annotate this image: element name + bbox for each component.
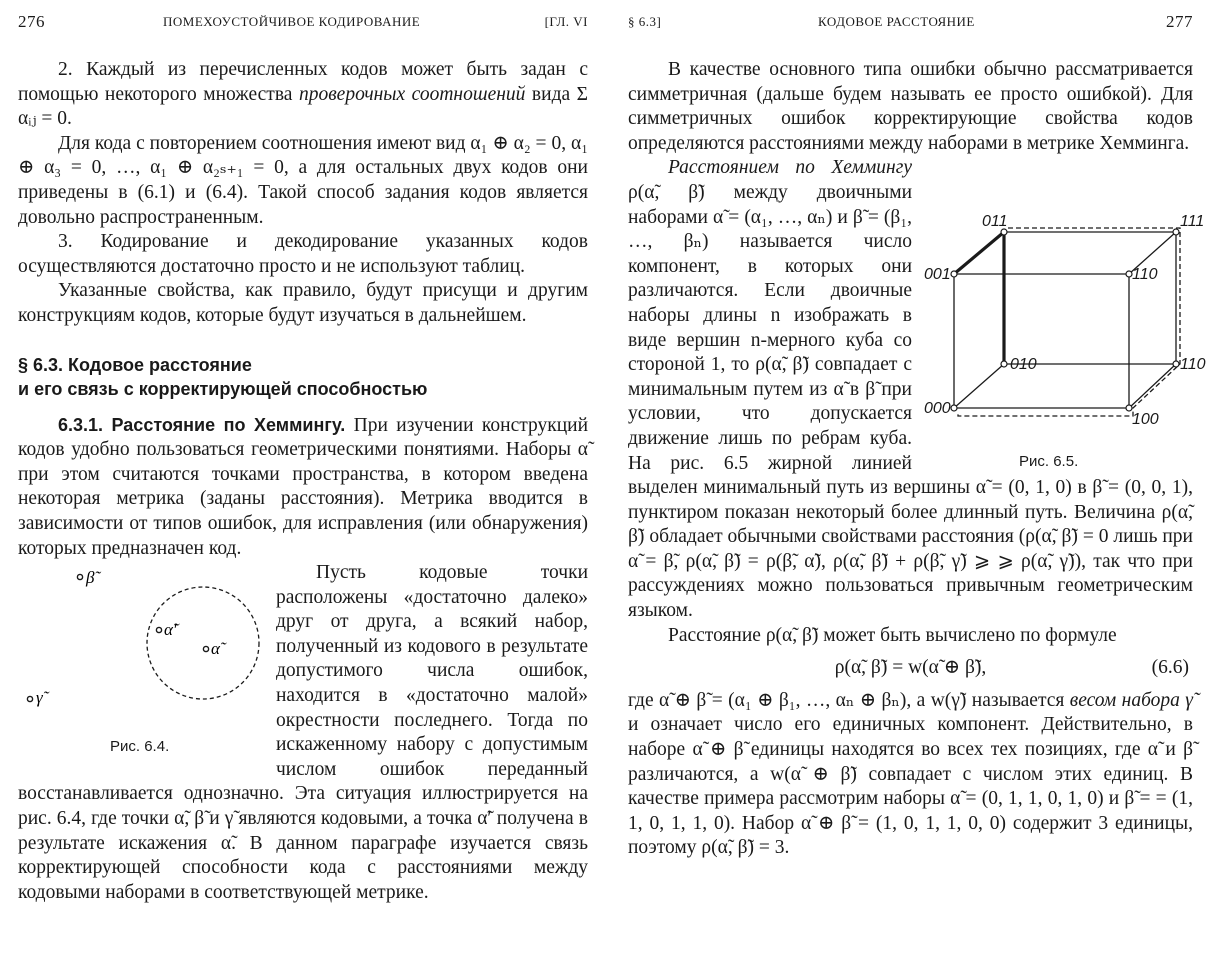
neighbourhood-circle (147, 587, 259, 699)
section-ref: § 6.3] (628, 14, 662, 29)
label-110-top: 110 (1132, 266, 1158, 284)
dashed-path (958, 228, 1180, 416)
paragraph: В качестве основного типа ошибки обычно рассматривается симметричная (дальше будем называть ее просто ошибкой). Для симметричных ошибок корректирующие свойства кодов определяются расстояниями между наборами в метрике Хемминга. (628, 59, 1193, 154)
figure-caption: Рис. 6.4. (110, 738, 170, 756)
label-alpha-prime: α̃′ (164, 620, 177, 640)
figure-caption: Рис. 6.5. (1019, 453, 1079, 471)
paragraph: Для кода с повторением соотношения имеют вид α₁ ⊕ α₂ = 0, α₁ ⊕ α₃ = 0, …, α₁ ⊕ α₂ₛ₊₁ = 0, а для остальных двух кодов они приведены в (6.1) и (6.4). Такой способ задания кодов является довольно распространенным. (18, 132, 588, 228)
label-000: 000 (924, 400, 951, 418)
equation-number: (6.6) (1151, 657, 1189, 679)
label-110: 110 (1180, 356, 1206, 374)
subsection-title: 6.3.1. Расстояние по Хеммингу. (58, 414, 346, 435)
figure-6-4 (18, 565, 268, 765)
right-page-body (628, 58, 1206, 861)
formula-6-6: ρ(α̃, β̃) = w(α̃ ⊕ β̃), (6.6) (628, 656, 1193, 681)
label-011: 011 (982, 213, 1008, 231)
left-running-header (18, 14, 588, 38)
left-page (18, 0, 588, 980)
vertex-000 (951, 405, 957, 411)
edge-100-110 (1129, 364, 1176, 408)
point-alpha-prime (156, 627, 161, 632)
paragraph: 6.3.1. Расстояние по Хеммингу. При изучении конструкций кодов удобно пользоваться геометрическими понятиями. Наборы α̃ при этом считаются точками пространства, в котором введена некоторая метрика (заданы расстояния). Метрика вводится в зависимости от типов ошибок, для исправления (или обнаружения) которых предназначен код. (18, 414, 589, 559)
vertex-001 (951, 271, 957, 277)
running-title: ПОМЕХОУСТОЙЧИВОЕ КОДИРОВАНИЕ (163, 14, 421, 29)
chapter-ref: [ГЛ. VI (544, 14, 588, 29)
page-number: 276 (18, 12, 45, 31)
vertex-010 (1001, 361, 1007, 367)
edge-000-010 (954, 364, 1004, 408)
paragraph: Указанные свойства, как правило, будут присущи и другим конструкциям кодов, которые будут изучаться в дальнейшем. (18, 280, 588, 326)
paragraph: 2. Каждый из перечисленных кодов может быть задан с помощью некоторого множества проверочных соотношений вида Σ αᵢⱼ = 0. (18, 59, 589, 130)
label-gamma: γ̃ (36, 688, 43, 708)
figure-6-5 (924, 212, 1206, 472)
label-001: 001 (924, 266, 951, 284)
paragraph: Пусть кодовые точки расположены «достаточно далеко» друг от друга, а всякий набор, полученный из кодового в результате допустимого числа ошибок, находится в «достаточно малой» окрестности последнего. Тогда по искаженному набору с допустимым числом ошибок переданный восстанавливается однозначно. Эта ситуация иллюстрируется на рис. 6.4, где точки α̃, β̃ и γ̃ являются кодовыми, а точка α̃′ получена в результате искажения α̃. В данном параграфе изучается связь корректирующей способности кода с расстояниями между кодовыми наборами в соответствующей метрике. (18, 562, 588, 903)
label-alpha: α̃ (211, 639, 220, 659)
point-gamma (27, 696, 32, 701)
left-page-body (18, 58, 588, 905)
point-alpha (203, 646, 208, 651)
page-number: 277 (1166, 12, 1193, 31)
vertex-111 (1173, 229, 1179, 235)
point-beta (77, 574, 82, 579)
paragraph: Расстояние ρ(α̃, β̃) может быть вычислено по формуле (668, 624, 1117, 646)
running-title: КОДОВОЕ РАССТОЯНИЕ (818, 14, 975, 29)
paragraph: 3. Кодирование и декодирование указанных кодов осуществляются достаточно просто и не используют таблиц. (18, 231, 588, 277)
right-running-header (628, 14, 1193, 38)
label-111: 111 (1180, 213, 1205, 231)
label-beta: β̃ (86, 568, 95, 588)
edge-001-011-bold (954, 232, 1004, 274)
cube-diagram (924, 212, 1206, 447)
label-100: 100 (1132, 411, 1159, 429)
paragraph: где α̃ ⊕ β̃ = (α₁ ⊕ β₁, …, αₙ ⊕ βₙ), а w(γ̃) называется весом набора γ̃ и означает число его единичных компонент. Действительно, в наборе α̃ ⊕ β̃ единицы находятся во всех тех позициях, где α̃ и β̃ различаются, а w(α̃ ⊕ β̃) совпадает с числом этих единиц. В качестве примера рассмотрим наборы α̃ = (0, 1, 1, 0, 1, 0) и β̃ = = (1, 1, 0, 1, 1, 0). Набор α̃ ⊕ β̃ = (1, 0, 1, 1, 0, 0) содержит 3 единицы, поэтому ρ(α̃, β̃) = 3. (628, 689, 1193, 859)
section-heading: § 6.3. Кодовое расстояние и его связь с корректирующей способностью (18, 354, 428, 399)
right-page (628, 0, 1206, 980)
label-010: 010 (1010, 356, 1037, 374)
vertex-110 (1173, 361, 1179, 367)
paragraph: Расстоянием по Хеммингу ρ(α̃, β̃) между двоичными наборами α̃ = (α₁, …, αₙ) и β̃ = (β₁, …, βₙ) называется число компонент, в которых они различаются. Если двоичные наборы длины n изображать в виде вершин n-мерного куба со стороной 1, то ρ(α̃, β̃) совпадает с минимальным путем из α̃ в β̃ при условии, что допускается движение лишь по ребрам куба. На рис. 6.5 жирной линией выделен минимальный путь из вершины α̃ = (0, 1, 0) в β̃ = (0, 0, 1), пунктиром показан некоторый более длинный путь. Величина ρ(α̃, β̃) обладает обычными свойствами расстояния (ρ(α̃, β̃) = 0 лишь при α̃ = β̃, ρ(α̃, β̃) = ρ(β̃, α̃), ρ(α̃, β̃) + ρ(β̃, γ̃) ⩾ ⩾ ρ(α̃, γ̃)), так что при рассуждениях можно пользоваться привычным геометрическим языком. (628, 157, 1193, 622)
